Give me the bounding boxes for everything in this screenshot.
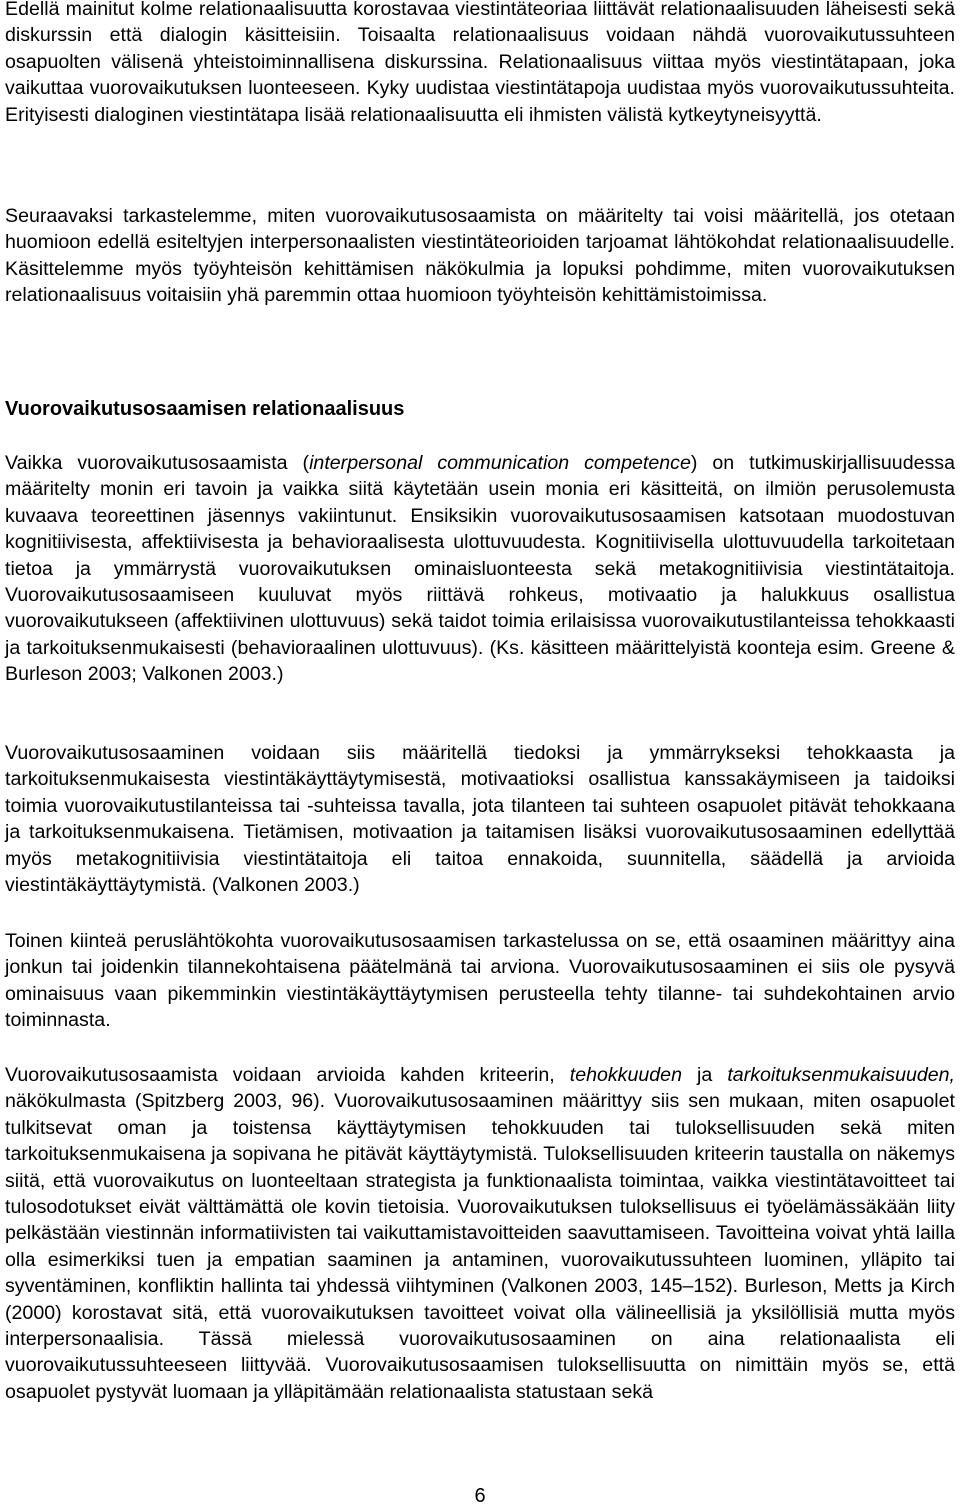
italic-term: interpersonal communication competence [309, 452, 691, 474]
paragraph-evaluation-criteria [5, 1062, 955, 1405]
paragraph-outline: Seuraavaksi tarkastelemme, miten vuorovaikutusosaamista on määritelty tai voisi määritellä, jos otetaan huomioon edellä esiteltyjen interpersonaalisten viestintäteorioiden tarjoamat lähtökohdat relationaalisuudelle. Käsittelemme myös työyhteisön kehittämisen näkökulmia ja lopuksi pohdimme, miten vuorovaikutuksen relationaalisuus voitaisiin yhä paremmin ottaa huomioon työyhteisön kehittämistoimissa. [5, 205, 955, 307]
paragraph-competence-definition [5, 450, 955, 688]
text-span: Vuorovaikutusosaamista voidaan arvioida kahden kriteerin, [5, 1064, 570, 1086]
text-span: näkökulmasta (Spitzberg 2003, 96). Vuorovaikutusosaaminen määrittyy siis sen mukaan, miten osapuolet tulkitsevat oman ja toistensa käyttäytymisen tehokkuuden tai tuloksellisuuden sekä miten tarkoituksenmukaisena ja sopivana he pitävät käyttäytymistä. Tuloksellisuuden kriteerin taustalla on näkemys siitä, että vuorovaikutus on luonteeltaan strategista ja funktionaalista toimintaa, vaikka viestintätavoitteet tai tulosodotukset eivät välttämättä ole kovin tietoisia. Vuorovaikutuksen tuloksellisuus ei työelämässäkään liity pelkästään viestinnän informatiivisten tai vaikuttamistavoitteiden saavuttamiseen. Tavoitteina voivat yhtä lailla olla esimerkiksi tuen ja empatian saaminen ja antaminen, vuorovaikutussuhteen luominen, ylläpito tai syventäminen, konfliktin hallinta tai yhdessä viihtyminen (Valkonen 2003, 145‒152). Burleson, Metts ja Kirch (2000) korostavat sitä, että vuorovaikutuksen tavoitteet voivat olla välineellisiä ja yksilöllisiä mutta myös interpersonaalisia. Tässä mielessä vuorovaikutusosaaminen on aina relationaalista eli vuorovaikutussuhteeseen liittyvää. Vuorovaikutusosaamisen tuloksellisuutta on nimittäin myös se, että osapuolet pystyvät luomaan ja ylläpitämään relationaalista statustaan sekä [5, 1090, 955, 1403]
paragraph-situational-judgement: Toinen kiinteä peruslähtökohta vuorovaikutusosaamisen tarkastelussa on se, että osaaminen määrittyy aina jonkun tai joidenkin tilannekohtaisena päätelmänä tai arviona. Vuorovaikutusosaaminen ei siis ole pysyvä ominaisuus vaan pikemminkin viestintäkäyttäytymisen perusteella tehty tilanne- tai suhdekohtainen arvio toiminnasta. [5, 930, 955, 1032]
page-number: 6 [474, 1485, 486, 1507]
text-span: ja [681, 1064, 728, 1086]
paragraph-relationality-discourse: Edellä mainitut kolme relationaalisuutta korostavaa viestintäteoriaa liittävät relationaalisuuden läheisesti sekä diskurssin että dialogin käsitteisiin. Toisaalta relationaalisuus voidaan nähdä vuorovaikutussuhteen osapuolten välisenä yhteistoiminnallisena diskurssina. Relationaalisuus viittaa myös viestintätapaan, joka vaikuttaa vuorovaikutuksen luonteeseen. Kyky uudistaa viestintätapoja uudistaa myös vuorovaikutussuhteita. Erityisesti dialoginen viestintätapa lisää relationaalisuutta eli ihmisten välistä kytkeytyneisyyttä. [5, 0, 955, 126]
text-span: Vaikka vuorovaikutusosaamista ( [5, 452, 310, 474]
italic-term: tarkoituksenmukaisuuden, [727, 1064, 955, 1086]
section-heading: Vuorovaikutusosaamisen relationaalisuus [5, 398, 405, 420]
paragraph-competence-summary: Vuorovaikutusosaaminen voidaan siis määritellä tiedoksi ja ymmärrykseksi tehokkaasta ja tarkoituksenmukaisesta viestintäkäyttäytymisestä, motivaatioksi osallistua kanssakäymiseen ja taidoiksi toimia vuorovaikutustilanteissa tai -suhteissa tavalla, jota tilanteen tai suhteen osapuolet pitävät tehokkaana ja tarkoituksenmukaisena. Tietämisen, motivaation ja taitamisen lisäksi vuorovaikutusosaaminen edellyttää myös metakognitiivisia viestintätaitoja eli taitoa ennakoida, suunnitella, säädellä ja arvioida viestintäkäyttäytymistä. (Valkonen 2003.) [5, 742, 955, 897]
text-span: ) on tutkimuskirjallisuudessa määritelty monin eri tavoin ja vaikka siitä käytetään usein monia eri käsitteitä, on ilmiön perusolemusta kuvaava teoreettinen jäsennys vakiintunut. Ensiksikin vuorovaikutusosaamisen katsotaan muodostuvan kognitiivisesta, affektiivisesta ja behavioraalisesta ulottuvuudesta. Kognitiivisella ulottuvuudella tarkoitetaan tietoa ja ymmärrystä vuorovaikutuksen ominaisluonteesta sekä metakognitiivisia viestintätaitoja. Vuorovaikutusosaamiseen kuuluvat myös riittävä rohkeus, motivaatio ja halukkuus osallistua vuorovaikutukseen (affektiivinen ulottuvuus) sekä taidot toimia erilaisissa vuorovaikutustilanteissa tehokkaasti ja tarkoituksenmukaisesti (behavioraalinen ulottuvuus). (Ks. käsitteen määrittelyistä koonteja esim. Greene & Burleson 2003; Valkonen 2003.) [5, 452, 955, 686]
italic-term: tehokkuuden [569, 1064, 682, 1086]
